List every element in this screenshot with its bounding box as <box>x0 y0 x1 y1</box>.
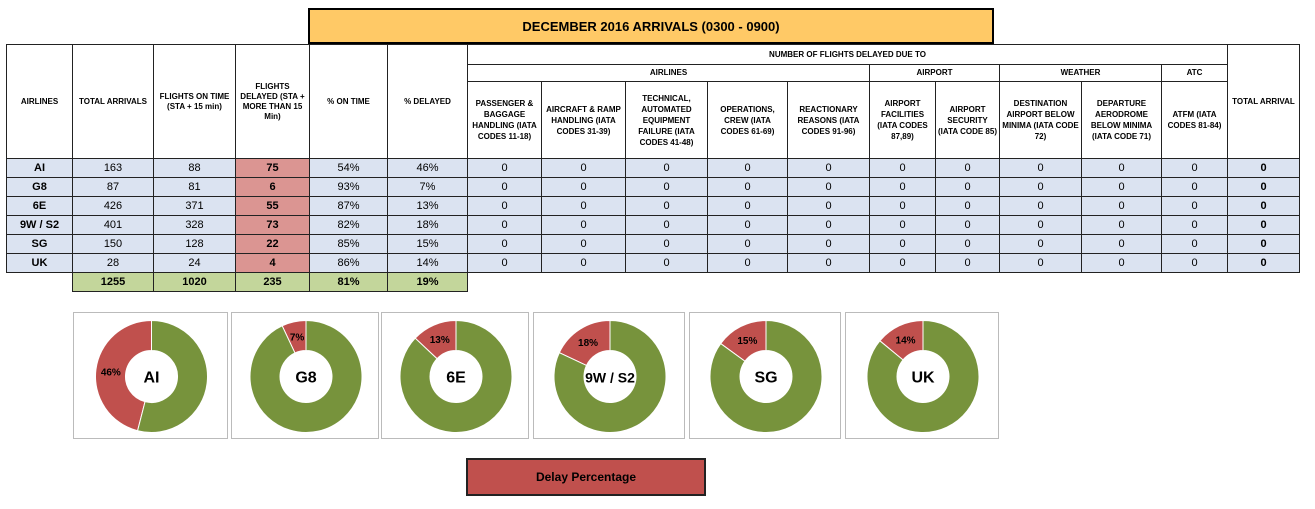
pct-on-time-cell: 86% <box>310 254 388 273</box>
donut-data-label: 7% <box>289 332 305 344</box>
total-arrivals-cell: 163 <box>73 159 154 178</box>
totals-trailing-spacer <box>468 273 1300 292</box>
delay-reason-cell: 0 <box>1162 178 1228 197</box>
delay-reason-cell: 0 <box>870 216 936 235</box>
delay-reason-cell: 0 <box>1162 254 1228 273</box>
donut-chart <box>381 312 529 439</box>
delay-reason-cell: 0 <box>468 235 542 254</box>
table-row <box>7 216 1300 235</box>
pct-on-time-cell: 87% <box>310 197 388 216</box>
donut-center-label: G8 <box>295 369 317 387</box>
delay-reason-cell: 0 <box>1082 178 1162 197</box>
total-arrival-cell: 0 <box>1228 159 1300 178</box>
delayed-cell: 55 <box>236 197 310 216</box>
header-airlines: AIRLINES <box>7 45 73 159</box>
delay-reason-cell: 0 <box>936 197 1000 216</box>
header-reason: DEPARTURE AERODROME BELOW MINIMA (IATA CODE 71) <box>1082 82 1162 159</box>
header-group-weather: WEATHER <box>1000 65 1162 82</box>
donut-data-label: 13% <box>429 334 450 346</box>
header-flights-on-time: FLIGHTS ON TIME (STA + 15 min) <box>154 45 236 159</box>
airline-cell: AI <box>7 159 73 178</box>
total-arrivals-cell: 401 <box>73 216 154 235</box>
delay-reason-cell: 0 <box>788 178 870 197</box>
header-total-arrival: TOTAL ARRIVAL <box>1228 45 1300 159</box>
delay-reason-cell: 0 <box>708 178 788 197</box>
delay-reason-cell: 0 <box>870 254 936 273</box>
delay-reason-cell: 0 <box>1000 159 1082 178</box>
delay-reason-cell: 0 <box>626 178 708 197</box>
on-time-cell: 81 <box>154 178 236 197</box>
pct-delayed-cell: 15% <box>388 235 468 254</box>
delay-reason-cell: 0 <box>1000 254 1082 273</box>
total-arrivals-cell: 87 <box>73 178 154 197</box>
donut-data-label: 15% <box>737 335 758 347</box>
delay-reason-cell: 0 <box>1082 216 1162 235</box>
donut-chart <box>533 312 685 439</box>
donut-data-label: 14% <box>895 335 916 347</box>
legend-delay-percentage: Delay Percentage <box>466 458 706 496</box>
delay-reason-cell: 0 <box>1082 235 1162 254</box>
header-flights-delayed: FLIGHTS DELAYED (STA + MORE THAN 15 Min) <box>236 45 310 159</box>
donut-chart <box>689 312 841 439</box>
header-total-arrivals: TOTAL ARRIVALS <box>73 45 154 159</box>
table-row <box>7 159 1300 178</box>
delay-reason-cell: 0 <box>468 197 542 216</box>
delay-reason-cell: 0 <box>542 159 626 178</box>
donut-svg <box>232 313 380 440</box>
donut-center-label: AI <box>143 369 160 387</box>
header-reason: REACTIONARY REASONS (IATA CODES 91-96) <box>788 82 870 159</box>
delay-reason-cell: 0 <box>708 254 788 273</box>
delay-reason-cell: 0 <box>870 235 936 254</box>
delay-reason-cell: 0 <box>1162 216 1228 235</box>
on-time-cell: 328 <box>154 216 236 235</box>
header-reason: ATFM (IATA CODES 81-84) <box>1162 82 1228 159</box>
airline-cell: SG <box>7 235 73 254</box>
delay-reason-cell: 0 <box>788 254 870 273</box>
donut-svg <box>534 313 686 440</box>
delay-reason-cell: 0 <box>542 254 626 273</box>
delay-reason-cell: 0 <box>542 197 626 216</box>
total-pct-on-time: 81% <box>310 273 388 292</box>
on-time-cell: 128 <box>154 235 236 254</box>
delay-reason-cell: 0 <box>626 235 708 254</box>
pct-delayed-cell: 14% <box>388 254 468 273</box>
airline-cell: UK <box>7 254 73 273</box>
header-delayed-due-to: NUMBER OF FLIGHTS DELAYED DUE TO <box>468 45 1228 65</box>
delay-reason-cell: 0 <box>870 197 936 216</box>
header-pct-on-time: % ON TIME <box>310 45 388 159</box>
header-pct-delayed: % DELAYED <box>388 45 468 159</box>
table-row <box>7 197 1300 216</box>
delayed-cell: 4 <box>236 254 310 273</box>
delay-reason-cell: 0 <box>1000 235 1082 254</box>
header-reason: AIRPORT SECURITY (IATA CODE 85) <box>936 82 1000 159</box>
delay-reason-cell: 0 <box>708 159 788 178</box>
header-reason: AIRCRAFT & RAMP HANDLING (IATA CODES 31-39) <box>542 82 626 159</box>
pct-on-time-cell: 82% <box>310 216 388 235</box>
donut-chart <box>845 312 999 439</box>
delay-reason-cell: 0 <box>1162 235 1228 254</box>
delay-reason-cell: 0 <box>626 216 708 235</box>
delay-reason-cell: 0 <box>1082 197 1162 216</box>
donut-data-label: 46% <box>100 367 121 379</box>
delayed-cell: 6 <box>236 178 310 197</box>
delay-reason-cell: 0 <box>1162 197 1228 216</box>
header-group-atc: ATC <box>1162 65 1228 82</box>
total-arrival-cell: 0 <box>1228 178 1300 197</box>
total-arrivals-cell: 426 <box>73 197 154 216</box>
airline-cell: 9W / S2 <box>7 216 73 235</box>
totals-spacer <box>7 273 73 292</box>
header-reason: DESTINATION AIRPORT BELOW MINIMA (IATA CODE 72) <box>1000 82 1082 159</box>
pct-on-time-cell: 93% <box>310 178 388 197</box>
delay-reason-cell: 0 <box>542 235 626 254</box>
pct-delayed-cell: 46% <box>388 159 468 178</box>
header-reason: AIRPORT FACILITIES (IATA CODES 87,89) <box>870 82 936 159</box>
total-delayed-sum: 235 <box>236 273 310 292</box>
delay-reason-cell: 0 <box>468 159 542 178</box>
donut-center-label: UK <box>911 369 935 387</box>
table-row <box>7 178 1300 197</box>
delay-reason-cell: 0 <box>708 235 788 254</box>
delay-reason-cell: 0 <box>1000 216 1082 235</box>
airline-cell: G8 <box>7 178 73 197</box>
delay-reason-cell: 0 <box>542 178 626 197</box>
header-reason: OPERATIONS, CREW (IATA CODES 61-69) <box>708 82 788 159</box>
header-reason: TECHNICAL, AUTOMATED EQUIPMENT FAILURE (IATA CODES 41-48) <box>626 82 708 159</box>
delay-reason-cell: 0 <box>870 178 936 197</box>
table-row <box>7 235 1300 254</box>
totals-row <box>7 273 1300 292</box>
delay-reason-cell: 0 <box>788 159 870 178</box>
header-group-airport: AIRPORT <box>870 65 1000 82</box>
delay-reason-cell: 0 <box>468 254 542 273</box>
delay-reason-cell: 0 <box>468 216 542 235</box>
total-pct-delayed: 19% <box>388 273 468 292</box>
delay-reason-cell: 0 <box>542 216 626 235</box>
total-arrivals-sum: 1255 <box>73 273 154 292</box>
delay-reason-cell: 0 <box>626 197 708 216</box>
pct-delayed-cell: 18% <box>388 216 468 235</box>
total-arrival-cell: 0 <box>1228 254 1300 273</box>
donut-center-label: 6E <box>446 369 466 387</box>
donut-chart <box>73 312 228 439</box>
delay-reason-cell: 0 <box>468 178 542 197</box>
on-time-cell: 24 <box>154 254 236 273</box>
donut-svg <box>74 313 229 440</box>
report-title: DECEMBER 2016 ARRIVALS (0300 - 0900) <box>308 8 994 44</box>
donut-chart <box>231 312 379 439</box>
delayed-cell: 75 <box>236 159 310 178</box>
delayed-cell: 73 <box>236 216 310 235</box>
total-arrivals-cell: 28 <box>73 254 154 273</box>
on-time-cell: 88 <box>154 159 236 178</box>
delay-reason-cell: 0 <box>626 254 708 273</box>
arrivals-table <box>6 44 1300 292</box>
delay-reason-cell: 0 <box>936 254 1000 273</box>
delay-reason-cell: 0 <box>1000 197 1082 216</box>
delay-reason-cell: 0 <box>788 235 870 254</box>
total-on-time-sum: 1020 <box>154 273 236 292</box>
donut-center-label: 9W / S2 <box>585 369 635 386</box>
delay-reason-cell: 0 <box>936 235 1000 254</box>
total-arrival-cell: 0 <box>1228 197 1300 216</box>
delay-reason-cell: 0 <box>1162 159 1228 178</box>
delay-reason-cell: 0 <box>1082 254 1162 273</box>
delay-reason-cell: 0 <box>788 216 870 235</box>
delay-reason-cell: 0 <box>870 159 936 178</box>
donut-data-label: 18% <box>578 337 599 349</box>
pct-delayed-cell: 7% <box>388 178 468 197</box>
pct-delayed-cell: 13% <box>388 197 468 216</box>
header-group-airlines: AIRLINES <box>468 65 870 82</box>
delay-reason-cell: 0 <box>936 159 1000 178</box>
donut-center-label: SG <box>754 369 778 387</box>
total-arrival-cell: 0 <box>1228 216 1300 235</box>
delayed-cell: 22 <box>236 235 310 254</box>
header-reason: PASSENGER & BAGGAGE HANDLING (IATA CODES 11-18) <box>468 82 542 159</box>
table-row <box>7 254 1300 273</box>
delay-reason-cell: 0 <box>708 216 788 235</box>
total-arrival-cell: 0 <box>1228 235 1300 254</box>
delay-reason-cell: 0 <box>936 178 1000 197</box>
donut-svg <box>382 313 530 440</box>
delay-reason-cell: 0 <box>708 197 788 216</box>
total-arrivals-cell: 150 <box>73 235 154 254</box>
donut-svg <box>690 313 842 440</box>
delay-reason-cell: 0 <box>626 159 708 178</box>
delay-reason-cell: 0 <box>788 197 870 216</box>
airline-cell: 6E <box>7 197 73 216</box>
delay-reason-cell: 0 <box>1082 159 1162 178</box>
delay-reason-cell: 0 <box>936 216 1000 235</box>
pct-on-time-cell: 85% <box>310 235 388 254</box>
pct-on-time-cell: 54% <box>310 159 388 178</box>
delay-reason-cell: 0 <box>1000 178 1082 197</box>
donut-svg <box>846 313 1000 440</box>
on-time-cell: 371 <box>154 197 236 216</box>
